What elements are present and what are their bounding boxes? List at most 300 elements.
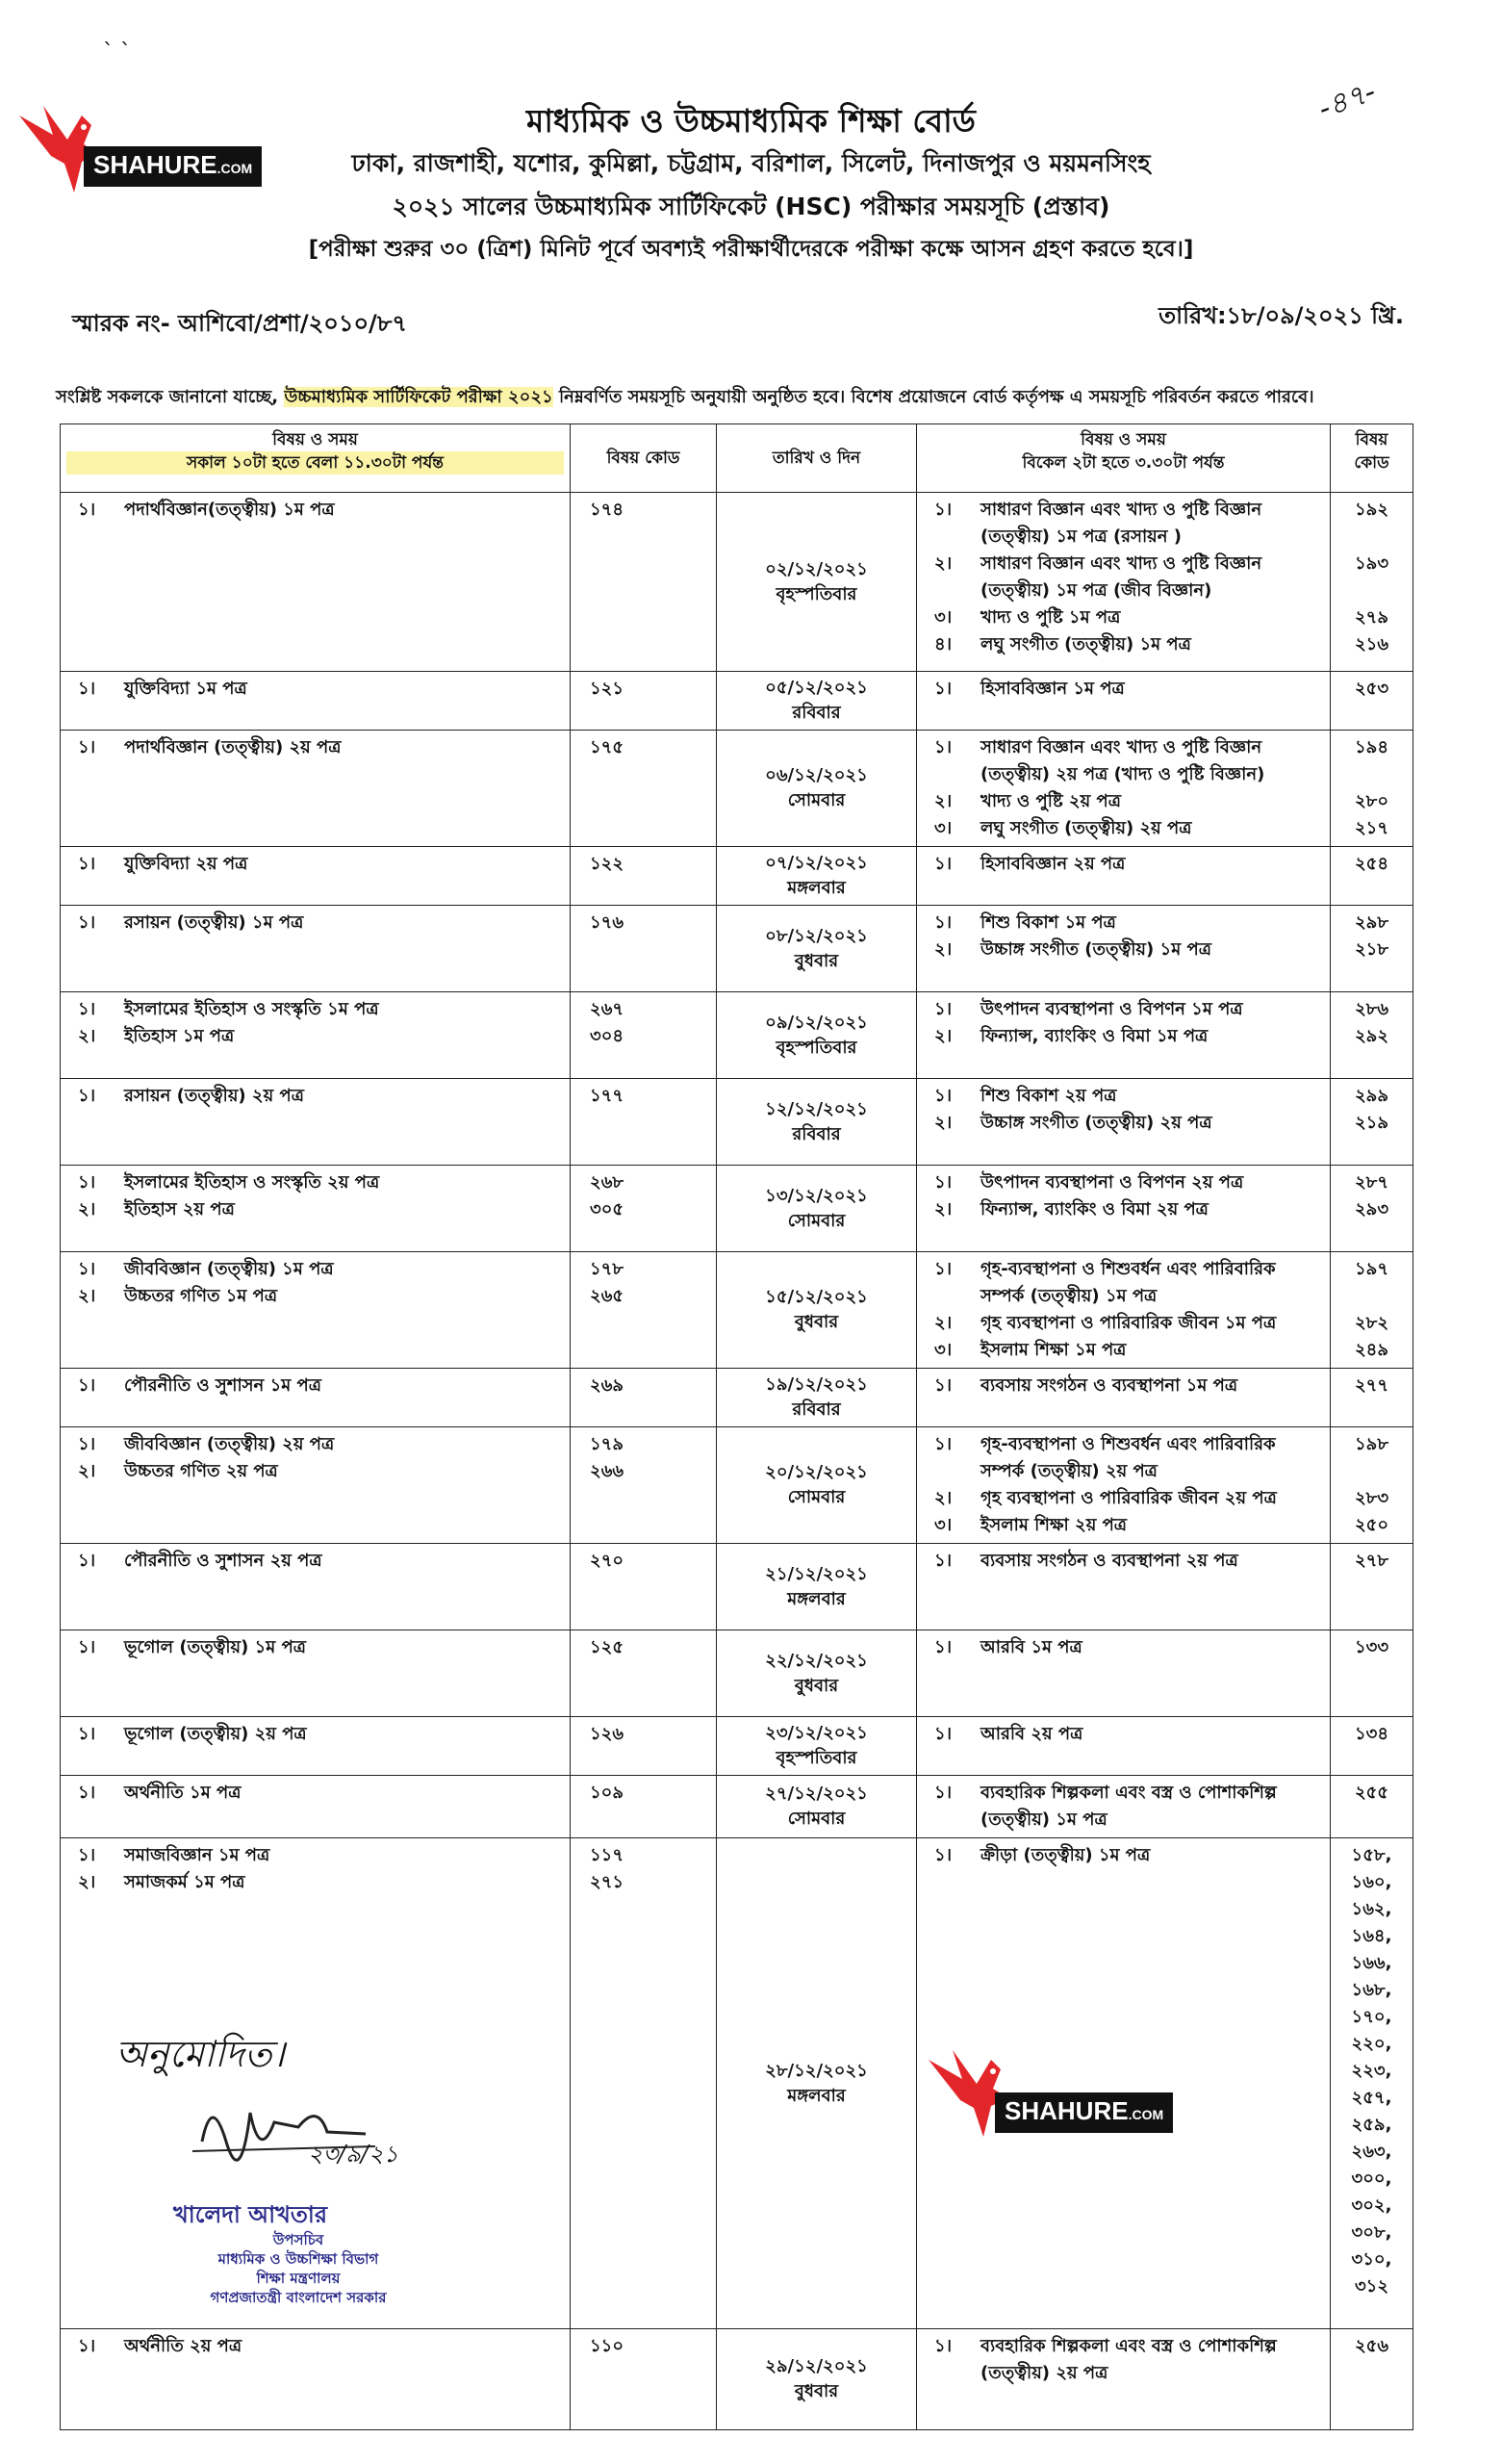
morning-subject-item [66, 1780, 564, 1807]
subject-code: ১২৬ [590, 1724, 624, 1744]
morning-subjects-cell [61, 1544, 571, 1630]
exam-date: ০৮/১২/২০২১ [765, 925, 868, 946]
subject-name: ভূগোল (তত্ত্বীয়) ২য় পত্র [124, 1724, 307, 1744]
date-cell [717, 1838, 917, 2329]
subject-name: ইসলামের ইতিহাস ও সংস্কৃতি ১ম পত্র [124, 999, 379, 1019]
item-number: ২। [78, 1872, 96, 1892]
subject-name: যুক্তিবিদ্যা ১ম পত্র [124, 679, 247, 699]
designation-line-4: গণপ্রজাতন্ত্রী বাংলাদেশ সরকার [210, 2289, 387, 2306]
morning-codes-cell [571, 847, 717, 906]
item-number: ১। [934, 912, 953, 933]
afternoon-subject-item [923, 631, 1324, 658]
exam-day: বুধবার [794, 1312, 839, 1332]
afternoon-subject-item [923, 1310, 1324, 1337]
morning-subjects-cell [61, 847, 571, 906]
morning-subjects-cell [61, 992, 571, 1079]
date-cell [717, 1717, 917, 1776]
subject-code: ২৭০ [590, 1551, 624, 1571]
item-number: ২। [934, 1199, 953, 1219]
corner-marks: ` ` [103, 40, 131, 64]
item-number: ২। [934, 939, 953, 960]
date-cell [717, 1369, 917, 1427]
morning-codes-cell [571, 1252, 717, 1369]
exam-date: ২৮/১২/২০২১ [765, 2060, 868, 2081]
afternoon-subject-item [923, 788, 1324, 815]
subject-code: ১৬২, [1351, 1899, 1392, 1919]
notice-post: নিম্নবর্ণিত সময়সূচি অনুযায়ী অনুষ্ঠিত হবে। বিশেষ প্রয়োজনে বোর্ড কর্তৃপক্ষ এ সময়সূচি পরিবর্তন করতে পারবে। [552, 387, 1314, 407]
item-number: ১। [934, 737, 953, 757]
date-cell [717, 992, 917, 1079]
signature-block [106, 2016, 452, 2305]
subject-name: হিসাববিজ্ঞান ২য় পত্র [980, 854, 1126, 874]
subject-code: ২২৩, [1351, 2061, 1392, 2081]
morning-codes-cell [571, 1166, 717, 1252]
item-number: ১। [78, 999, 96, 1019]
item-number: ১। [78, 679, 96, 699]
subject-name: শিশু বিকাশ ১ম পত্র [980, 912, 1116, 933]
approved-note: অনুমোদিত। [115, 2033, 285, 2075]
site-logo-brand: SHAHURE [93, 150, 217, 179]
issue-date: তারিখ:১৮/০৯/২০২১ খ্রি. [1158, 302, 1404, 329]
subject-code: ১২১ [590, 679, 624, 699]
subject-name: অর্থনীতি ১ম পত্র [124, 1783, 242, 1803]
subject-code: ২৬৬ [590, 1461, 624, 1481]
subject-code: ১১০ [590, 2336, 624, 2356]
exam-day: মঙ্গলবার [787, 1588, 846, 1609]
afternoon-codes-cell [1331, 1838, 1413, 2329]
exam-date: ২২/১২/২০২১ [765, 1650, 868, 1671]
exam-instruction: [পরীক্ষা শুরুর ৩০ (ত্রিশ) মিনিট পূর্বে অবশ্যই পরীক্ষার্থীদেরকে পরীক্ষা কক্ষে আসন গ্রহণ করতে হবে।] [308, 237, 1194, 262]
morning-codes-cell [571, 1717, 717, 1776]
subject-code: ২১৬ [1354, 634, 1389, 654]
subject-code: ২৫৪ [1354, 854, 1389, 874]
subject-code: ১৯৭ [1354, 1259, 1389, 1279]
item-number: ১। [78, 912, 96, 933]
designation-line-1: উপসচিব [272, 2231, 324, 2248]
table-row [61, 1630, 1413, 1717]
item-number: ১। [934, 500, 953, 520]
item-number: ১। [78, 1375, 96, 1396]
subject-name: লঘু সংগীত (তত্ত্বীয়) ২য় পত্র [980, 818, 1192, 838]
item-number: ২। [934, 791, 953, 811]
subject-code: ২৮০ [1354, 791, 1389, 811]
item-number: ১। [78, 500, 96, 520]
afternoon-subject-item [923, 1083, 1324, 1110]
table-row [61, 1544, 1413, 1630]
item-number: ১। [78, 1637, 96, 1657]
morning-subjects-cell [61, 1717, 571, 1776]
afternoon-subject-item [923, 1196, 1324, 1223]
subject-code: ২৫৫ [1354, 1783, 1389, 1803]
subject-code: ২৫৭, [1351, 2088, 1392, 2108]
subject-code: ১৬০, [1351, 1872, 1392, 1892]
morning-subject-item [66, 996, 564, 1023]
subject-code: ২১৭ [1354, 818, 1389, 838]
subject-code: ২৫৩ [1354, 679, 1389, 699]
item-number: ১। [78, 1259, 96, 1279]
afternoon-subjects-cell [917, 1630, 1331, 1717]
subject-name: ফিন্যান্স, ব্যাংকিং ও বিমা ২য় পত্র [980, 1199, 1209, 1219]
subject-name: সমাজকর্ম ১ম পত্র [124, 1872, 245, 1892]
date-cell [717, 493, 917, 672]
afternoon-subjects-cell [917, 906, 1331, 992]
item-number: ১। [934, 1375, 953, 1396]
item-number: ১। [78, 1845, 96, 1865]
item-number: ১। [934, 854, 953, 874]
subject-name: ক্রীড়া (তত্ত্বীয়) ১ম পত্র [980, 1845, 1151, 1865]
subject-code: ১৭৬ [590, 912, 624, 933]
subject-code: ১৬৬, [1351, 1953, 1392, 1973]
afternoon-subjects-cell [917, 1252, 1331, 1369]
subject-name: সাধারণ বিজ্ঞান এবং খাদ্য ও পুষ্টি বিজ্ঞান (তত্ত্বীয়) ২য় পত্র (খাদ্য ও পুষ্টি বিজ্ঞান) [980, 737, 1265, 784]
exam-date: ০৭/১২/২০২১ [765, 853, 868, 873]
notice-highlight: উচ্চমাধ্যমিক সার্টিফিকেট পরীক্ষা ২০২১ [284, 387, 553, 407]
subject-name: ব্যবহারিক শিল্পকলা এবং বস্ত্র ও পোশাকশিল্প (তত্ত্বীয়) ১ম পত্র [980, 1783, 1277, 1830]
exam-day: সোমবার [787, 790, 846, 810]
designation-line-2: মাধ্যমিক ও উচ্চশিক্ষা বিভাগ [217, 2250, 379, 2268]
afternoon-subjects-cell [917, 1166, 1331, 1252]
morning-subject-item [66, 1869, 564, 1896]
subject-name: যুক্তিবিদ্যা ২য় পত্র [124, 854, 248, 874]
morning-subject-item [66, 1431, 564, 1458]
item-number: ৩। [934, 1515, 953, 1535]
morning-codes-cell [571, 2329, 717, 2430]
morning-subject-item [66, 1169, 564, 1196]
afternoon-codes-cell [1331, 1252, 1413, 1369]
afternoon-subjects-cell [917, 992, 1331, 1079]
subject-code [1337, 1458, 1407, 1485]
subject-name: ইতিহাস ১ম পত্র [124, 1026, 235, 1046]
subject-code: ২২০, [1351, 2034, 1392, 2054]
table-row [61, 1717, 1413, 1776]
item-number: ৩। [934, 1340, 953, 1360]
exam-date: ২৯/১২/২০২১ [765, 2356, 868, 2376]
date-cell [717, 1776, 917, 1838]
exam-day: মঙ্গলবার [787, 2085, 846, 2106]
date-cell [717, 672, 917, 731]
morning-subject-item [66, 1196, 564, 1223]
exam-date: ১৯/১২/২০২১ [765, 1374, 868, 1395]
morning-subject-item [66, 1842, 564, 1869]
notice-pre: সংশ্লিষ্ট সকলকে জানানো যাচ্ছে, [56, 387, 285, 407]
afternoon-codes-cell [1331, 2329, 1413, 2430]
afternoon-subjects-cell [917, 1776, 1331, 1838]
item-number: ১। [78, 1172, 96, 1193]
afternoon-subjects-cell [917, 493, 1331, 672]
subject-name: আরবি ২য় পত্র [980, 1724, 1083, 1744]
subject-code: ২৪৯ [1354, 1340, 1389, 1360]
subject-code: ৩০২, [1351, 2195, 1392, 2216]
afternoon-subject-item [923, 1485, 1324, 1512]
afternoon-subject-item [923, 2333, 1324, 2387]
subject-code: ১৬৮, [1351, 1980, 1392, 2000]
afternoon-codes-cell [1331, 1369, 1413, 1427]
subject-code: ১৭৮ [590, 1259, 624, 1279]
afternoon-subject-item [923, 1169, 1324, 1196]
exam-day: বুধবার [794, 950, 839, 971]
table-row [61, 1776, 1413, 1838]
afternoon-subjects-cell [917, 672, 1331, 731]
subject-name: উৎপাদন ব্যবস্থাপনা ও বিপণন ২য় পত্র [980, 1172, 1244, 1193]
morning-subject-item [66, 1256, 564, 1283]
subject-code: ২৭৭ [1354, 1375, 1389, 1396]
header-afternoon-title: বিষয় ও সময় [1081, 430, 1166, 449]
subject-name: খাদ্য ও পুষ্টি ১ম পত্র [980, 607, 1121, 628]
subject-name: শিশু বিকাশ ২য় পত্র [980, 1086, 1117, 1106]
afternoon-codes-cell [1331, 1630, 1413, 1717]
morning-subjects-cell [61, 1369, 571, 1427]
notice-text [56, 383, 1422, 413]
exam-date: ২৭/১২/২০২১ [765, 1784, 868, 1804]
item-number: ২। [934, 1113, 953, 1133]
table-row [61, 992, 1413, 1079]
morning-subject-item [66, 734, 564, 761]
item-number: ১। [934, 1845, 953, 1865]
morning-subject-item [66, 676, 564, 703]
exam-day: সোমবার [787, 1487, 846, 1507]
subject-code: ১৩৪ [1354, 1724, 1389, 1744]
item-number: ১। [78, 1724, 96, 1744]
item-number: ১। [78, 1783, 96, 1803]
item-number: ১। [934, 1259, 953, 1279]
subject-name: পদার্থবিজ্ঞান(তত্ত্বীয়) ১ম পত্র [124, 500, 335, 520]
afternoon-subject-item [923, 1337, 1324, 1364]
subject-code: ২১৮ [1354, 939, 1389, 960]
afternoon-subject-item [923, 604, 1324, 631]
boards-list: ঢাকা, রাজশাহী, যশোর, কুমিল্লা, চট্টগ্রাম, বরিশাল, সিলেট, দিনাজপুর ও ময়মনসিংহ [351, 149, 1151, 177]
subject-code: ১৭৫ [590, 737, 624, 757]
subject-name: ব্যবসায় সংগঠন ও ব্যবস্থাপনা ১ম পত্র [980, 1375, 1238, 1396]
subject-code [1337, 761, 1407, 788]
subject-code: ৩০৫ [590, 1199, 624, 1219]
table-row [61, 2329, 1413, 2430]
afternoon-subject-item [923, 937, 1324, 963]
exam-date: ১২/১২/২০২১ [765, 1098, 868, 1119]
subject-code: ২৫৬ [1354, 2336, 1389, 2356]
table-row [61, 1427, 1413, 1544]
date-cell [717, 1630, 917, 1717]
signatory-designation [144, 2230, 452, 2307]
item-number: ১। [934, 1172, 953, 1193]
subject-name: আরবি ১ম পত্র [980, 1637, 1082, 1657]
item-number: ১। [78, 737, 96, 757]
table-row [61, 1369, 1413, 1427]
item-number: ১। [934, 1724, 953, 1744]
page-number-mark: -৪৭- [1313, 74, 1381, 127]
signature-date: ২৩/৯/২১ [308, 2141, 399, 2168]
exam-date: ০৬/১২/২০২১ [765, 765, 868, 785]
subject-code: ১৭৪ [590, 500, 624, 520]
exam-day: বৃহস্পতিবার [776, 583, 857, 604]
exam-date: ০৯/১২/২০২১ [765, 1012, 868, 1033]
morning-codes-cell [571, 1369, 717, 1427]
date-cell [717, 847, 917, 906]
site-logo-brand: SHAHURE [1005, 2096, 1129, 2125]
subject-code: ২৮২ [1354, 1313, 1389, 1333]
item-number: ১। [934, 999, 953, 1019]
afternoon-subjects-cell [917, 731, 1331, 847]
item-number: ২। [934, 1313, 953, 1333]
date-cell [717, 906, 917, 992]
table-row [61, 1166, 1413, 1252]
table-row [61, 493, 1413, 672]
header-afternoon-code [1331, 424, 1413, 493]
afternoon-subject-item [923, 1512, 1324, 1539]
subject-name: পৌরনীতি ও সুশাসন ১ম পত্র [124, 1375, 321, 1396]
header-subject-code: বিষয় কোড [571, 424, 717, 493]
subject-name: ব্যবসায় সংগঠন ও ব্যবস্থাপনা ২য় পত্র [980, 1551, 1238, 1571]
exam-day: বৃহস্পতিবার [776, 1748, 857, 1768]
subject-code: ৩০৮, [1351, 2222, 1392, 2243]
subject-code: ৩০৪ [590, 1026, 624, 1046]
subject-name: ফিন্যান্স, ব্যাংকিং ও বিমা ১ম পত্র [980, 1026, 1209, 1046]
site-logo-text [995, 2092, 1173, 2133]
afternoon-subjects-cell [917, 1079, 1331, 1166]
site-logo-suffix: .COM [1128, 2107, 1164, 2122]
afternoon-subject-item [923, 910, 1324, 937]
subject-name: উচ্চাঙ্গ সংগীত (তত্ত্বীয়) ২য় পত্র [980, 1113, 1212, 1133]
afternoon-subjects-cell [917, 1427, 1331, 1544]
afternoon-subject-item [923, 1721, 1324, 1748]
item-number: ১। [934, 679, 953, 699]
exam-date: ১৩/১২/২০২১ [765, 1185, 868, 1206]
table-row [61, 672, 1413, 731]
exam-day: মঙ্গলবার [787, 878, 846, 898]
subject-code: ১৭৯ [590, 1434, 624, 1454]
item-number: ৪। [934, 634, 953, 654]
subject-code: ২৬৮ [590, 1172, 624, 1193]
table-row [61, 1252, 1413, 1369]
afternoon-codes-cell [1331, 672, 1413, 731]
afternoon-codes-cell [1331, 906, 1413, 992]
exam-day: বৃহস্পতিবার [776, 1037, 857, 1058]
morning-codes-cell [571, 1630, 717, 1717]
subject-code: ৩০০, [1351, 2169, 1392, 2189]
designation-line-3: শিক্ষা মন্ত্রণালয় [256, 2270, 341, 2287]
subject-name: রসায়ন (তত্ত্বীয়) ১ম পত্র [124, 912, 304, 933]
header-afternoon-code-1: বিষয় [1355, 430, 1388, 449]
subject-code: ১৯৪ [1354, 737, 1389, 757]
afternoon-subjects-cell [917, 847, 1331, 906]
exam-day: বুধবার [794, 1675, 839, 1696]
subject-code: ২৫৯, [1351, 2115, 1392, 2135]
subject-code: ১৩৩ [1354, 1637, 1389, 1657]
document-title: ২০২১ সালের উচ্চমাধ্যমিক সার্টিফিকেট (HSC) পরীক্ষার সময়সূচি (প্রস্তাব) [392, 192, 1110, 220]
morning-subjects-cell [61, 672, 571, 731]
afternoon-codes-cell [1331, 1776, 1413, 1838]
subject-name: ইসলাম শিক্ষা ১ম পত্র [980, 1340, 1127, 1360]
subject-name: ব্যবহারিক শিল্পকলা এবং বস্ত্র ও পোশাকশিল্প (তত্ত্বীয়) ২য় পত্র [980, 2336, 1277, 2383]
subject-code: ২৭৯ [1354, 607, 1389, 628]
afternoon-codes-cell [1331, 731, 1413, 847]
item-number: ১। [934, 1086, 953, 1106]
afternoon-subject-item [923, 1780, 1324, 1834]
subject-name: উচ্চতর গণিত ১ম পত্র [124, 1286, 278, 1306]
subject-code [1337, 524, 1407, 551]
exam-date: ০৫/১২/২০২১ [765, 678, 868, 698]
morning-subject-item [66, 1548, 564, 1575]
subject-code: ১০৯ [590, 1783, 624, 1803]
item-number: ২। [934, 1026, 953, 1046]
header-afternoon-subject [917, 424, 1331, 493]
morning-subject-item [66, 2333, 564, 2360]
subject-code: ১১৭ [590, 1845, 624, 1865]
item-number: ১। [934, 1551, 953, 1571]
subject-name: ভূগোল (তত্ত্বীয়) ১ম পত্র [124, 1637, 307, 1657]
afternoon-subject-item [923, 1548, 1324, 1575]
morning-subject-item [66, 1373, 564, 1399]
table-row [61, 906, 1413, 992]
subject-code: ২৫০ [1354, 1515, 1389, 1535]
morning-codes-cell [571, 1838, 717, 2329]
afternoon-subject-item [923, 734, 1324, 788]
afternoon-subject-item [923, 497, 1324, 551]
subject-code: ১৭০, [1351, 2007, 1392, 2027]
subject-code: ২৬৫ [590, 1286, 624, 1306]
exam-day: সোমবার [787, 1809, 846, 1829]
morning-subjects-cell [61, 1776, 571, 1838]
date-cell [717, 731, 917, 847]
memo-number: স্মারক নং- আশিবো/প্রশা/২০১০/৮৭ [72, 310, 407, 337]
header-morning-time: সকাল ১০টা হতে বেলা ১১.৩০টা পর্যন্ত [66, 451, 564, 475]
exam-date: ২০/১২/২০২১ [765, 1462, 868, 1482]
date-cell [717, 1166, 917, 1252]
table-row [61, 847, 1413, 906]
afternoon-subjects-cell [917, 1369, 1331, 1427]
subject-code: ১৯৩ [1354, 553, 1389, 574]
morning-codes-cell [571, 1427, 717, 1544]
subject-code: ২৬৩, [1351, 2142, 1392, 2162]
morning-subject-item [66, 1083, 564, 1110]
morning-codes-cell [571, 992, 717, 1079]
exam-day: রবিবার [792, 1399, 841, 1420]
morning-subjects-cell [61, 2329, 571, 2430]
exam-date: ১৫/১২/২০২১ [765, 1287, 868, 1307]
date-cell [717, 1079, 917, 1166]
subject-code: ১৫৮, [1351, 1845, 1392, 1865]
site-logo-suffix: .COM [216, 161, 253, 176]
item-number: ১। [78, 2336, 96, 2356]
subject-code: ৩১০, [1351, 2249, 1392, 2270]
table-row [61, 1079, 1413, 1166]
morning-subject-item [66, 910, 564, 937]
subject-code: ১৭৭ [590, 1086, 624, 1106]
morning-codes-cell [571, 1079, 717, 1166]
afternoon-subject-item [923, 1373, 1324, 1399]
subject-code: ১৬৪, [1351, 1926, 1392, 1946]
morning-subject-item [66, 1283, 564, 1310]
morning-subjects-cell [61, 1252, 571, 1369]
morning-subjects-cell [61, 1079, 571, 1166]
afternoon-subject-item [923, 676, 1324, 703]
subject-name: গৃহ-ব্যবস্থাপনা ও শিশুবর্ধন এবং পারিবারিক সম্পর্ক (তত্ত্বীয়) ২য় পত্র [980, 1434, 1276, 1481]
subject-name: পদার্থবিজ্ঞান (তত্ত্বীয়) ২য় পত্র [124, 737, 342, 757]
subject-name: অর্থনীতি ২য় পত্র [124, 2336, 242, 2356]
item-number: ২। [78, 1199, 96, 1219]
morning-codes-cell [571, 731, 717, 847]
morning-subject-item [66, 851, 564, 878]
subject-name: ইসলামের ইতিহাস ও সংস্কৃতি ২য় পত্র [124, 1172, 380, 1193]
subject-code: ২৮৬ [1354, 999, 1389, 1019]
subject-code [1337, 1283, 1407, 1310]
afternoon-subject-item [923, 996, 1324, 1023]
header-morning-title: বিষয় ও সময় [272, 430, 358, 449]
exam-date: ২৩/১২/২০২১ [765, 1723, 868, 1743]
afternoon-subject-item [923, 1256, 1324, 1310]
afternoon-subject-item [923, 1431, 1324, 1485]
morning-subjects-cell [61, 493, 571, 672]
subject-name: রসায়ন (তত্ত্বীয়) ২য় পত্র [124, 1086, 304, 1106]
